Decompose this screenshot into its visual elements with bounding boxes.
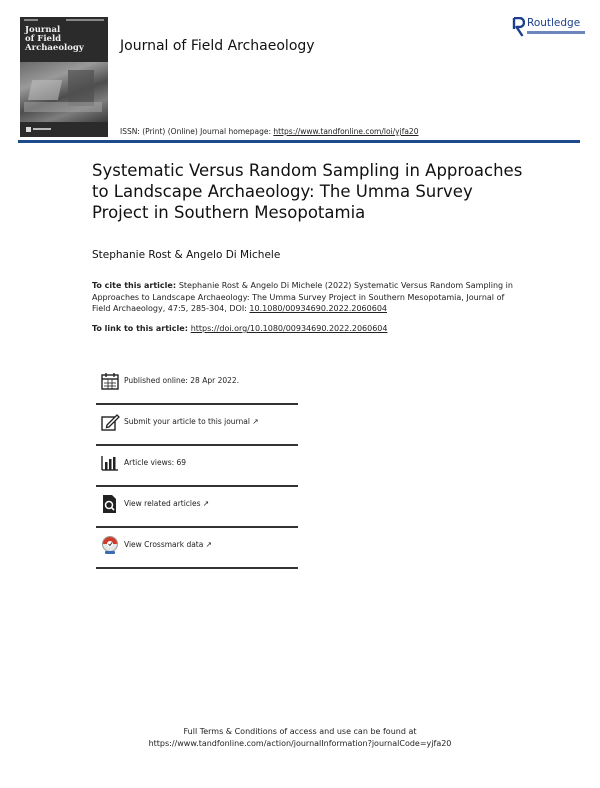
crossmark-icon [100,535,120,555]
cover-photo [20,62,108,122]
journal-cover-image [20,17,108,137]
journal-name: Journal of Field Archaeology [120,38,315,54]
info-row-views [96,450,296,488]
related-articles-link[interactable]: View related articles ↗ [124,499,210,508]
issn-line [120,127,418,136]
cite-doi-link[interactable]: 10.1080/00934690.2022.2060604 [249,304,387,313]
publisher-tagline-mark [527,31,585,34]
link-label: To link to this article: [92,324,191,333]
header-rule [18,140,580,143]
bar-chart-icon [100,453,120,473]
published-date-text: Published online: 28 Apr 2022. [124,376,240,385]
info-row-submit[interactable] [96,409,296,447]
info-row-published [96,368,296,406]
article-title: Systematic Versus Random Sampling in Approaches to Landscape Archaeology: The Umma Survey Project in Southern Mesopotamia [92,161,523,222]
article-views-text: Article views: 69 [124,458,187,467]
submit-article-link[interactable]: Submit your article to this journal ↗ [124,417,259,426]
citation-block [92,280,522,315]
crossmark-link[interactable]: View Crossmark data ↗ [124,540,213,549]
publisher-name: Routledge [527,17,581,29]
cite-label: To cite this article: [92,281,179,290]
divider [96,403,298,405]
footer-terms-link[interactable]: https://www.tandfonline.com/action/journalInformation?journalCode=yjfa20 [148,739,452,748]
external-link-icon: ↗ [205,540,213,549]
article-doi-link[interactable]: https://doi.org/10.1080/00934690.2022.2060604 [190,324,388,333]
issn-label: ISSN: (Print) (Online) Journal homepage: [120,127,274,136]
external-link-icon: ↗ [202,499,210,508]
info-row-crossmark[interactable] [96,532,296,570]
cite-text: Stephanie Rost & Angelo Di Michele (2022) Systematic Versus Random Sampling in Approaches to Landscape Archaeology: The Umma Survey Project in Southern Mesopotamia, Journal of Field Archaeology, 47:5, 285-304, DOI: [92,281,513,313]
search-document-icon [100,494,120,514]
cover-title: Journal of Field Archaeology [25,25,84,53]
routledge-logo-icon [512,17,525,37]
divider [96,485,298,487]
divider [96,567,298,569]
calendar-icon [100,371,120,391]
journal-homepage-link[interactable]: https://www.tandfonline.com/loi/yjfa20 [273,127,419,136]
info-row-related[interactable] [96,491,296,529]
pencil-icon [100,412,120,432]
divider [96,526,298,528]
external-link-icon: ↗ [252,417,259,426]
divider [96,444,298,446]
cover-publisher-logo [26,127,54,132]
footer-terms-text: Full Terms & Conditions of access and use can be found at [183,727,417,736]
article-link-block [92,324,388,333]
article-authors: Stephanie Rost & Angelo Di Michele [92,249,281,261]
